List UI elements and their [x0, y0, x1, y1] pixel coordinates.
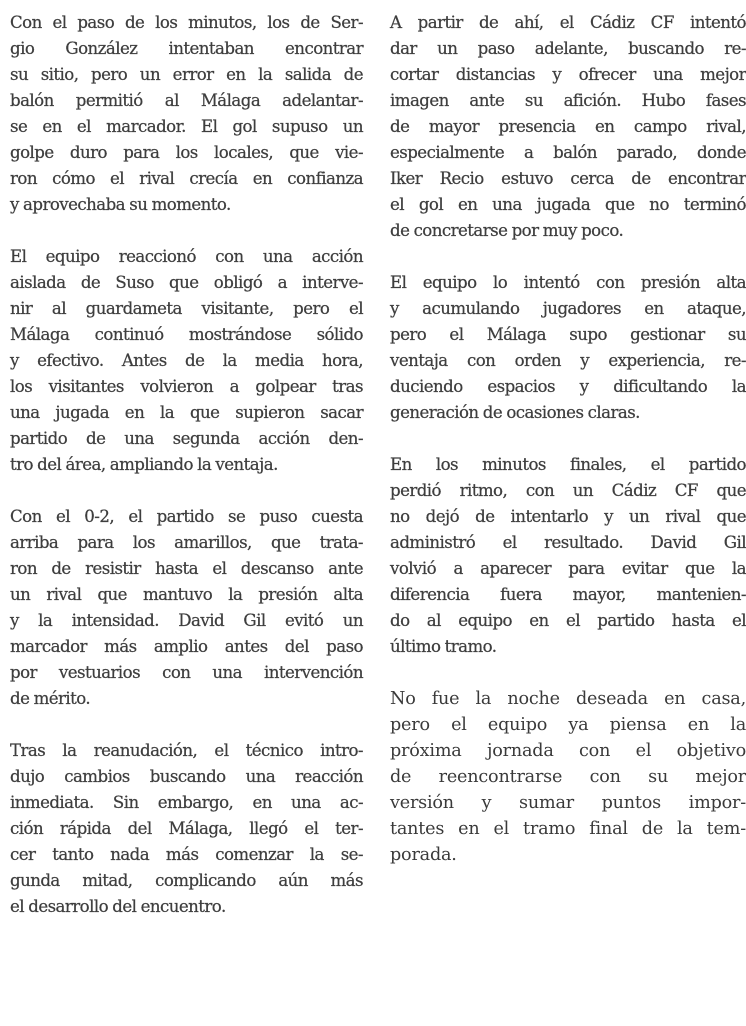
text-line: porada. [390, 845, 457, 865]
text-line: En los minutos finales, el partido [390, 455, 746, 474]
text-line: pero el equipo ya piensa en la [390, 715, 746, 735]
text-line: Málaga continuó mostrándose sólido [10, 325, 363, 344]
text-line: ron de resistir hasta el descanso ante [10, 559, 363, 578]
text-line: perdió ritmo, con un Cádiz CF que [390, 481, 746, 500]
text-line: y aprovechaba su momento. [10, 195, 231, 214]
text-line: de mayor presencia en campo rival, [390, 117, 746, 136]
text-line: y acumulando jugadores en ataque, [390, 299, 746, 318]
text-line: volvió a aparecer para evitar que la [390, 559, 746, 578]
text-line: administró el resultado. David Gil [390, 533, 746, 552]
text-line: dujo cambios buscando una reacción [10, 767, 363, 786]
text-line: el gol en una jugada que no terminó [390, 195, 746, 214]
text-line: balón permitió al Málaga adelantar- [10, 91, 363, 110]
text-line: dar un paso adelante, buscando re- [390, 39, 746, 58]
paragraph-goal-malaga [6, 10, 363, 218]
text-line: El equipo reaccionó con una acción [10, 247, 363, 266]
text-line: duciendo espacios y dificultando la [390, 377, 746, 396]
text-line: diferencia fuera mayor, mantenien- [390, 585, 746, 604]
text-line: no dejó de intentarlo y un rival que [390, 507, 746, 526]
text-line: tantes en el tramo final de la tem- [390, 819, 746, 839]
paragraph-high-press [386, 270, 746, 426]
text-line: cortar distancias y ofrecer una mejor [390, 65, 746, 84]
text-line: ción rápida del Málaga, llegó el ter- [10, 819, 363, 838]
text-line: golpe duro para los locales, que vie- [10, 143, 363, 162]
text-line: A partir de ahí, el Cádiz CF intentó [390, 13, 746, 32]
text-line: su sitio, pero un error en la salida de [10, 65, 363, 84]
text-line: cer tanto nada más comenzar la se- [10, 845, 363, 864]
article-column-right [386, 10, 746, 894]
text-line: último tramo. [390, 637, 497, 656]
text-line: se en el marcador. El gol supuso un [10, 117, 363, 136]
paragraph-second-goal [6, 244, 363, 478]
text-line: especialmente a balón parado, donde [390, 143, 746, 162]
text-line: una jugada en la que supieron sacar [10, 403, 363, 422]
text-line: un rival que mantuvo la presión alta [10, 585, 363, 604]
text-line: aislada de Suso que obligó a interve- [10, 273, 363, 292]
article-column-left [6, 10, 363, 946]
paragraph-second-half [6, 738, 363, 920]
text-line: tro del área, ampliando la ventaja. [10, 455, 278, 474]
paragraph-closing [386, 686, 746, 868]
text-line: los visitantes volvieron a golpear tras [10, 377, 363, 396]
paragraph-cadiz-reaction [386, 10, 746, 244]
text-line: arriba para los amarillos, que trata- [10, 533, 363, 552]
text-line: de mérito. [10, 689, 91, 708]
text-line: versión y sumar puntos impor- [390, 793, 746, 813]
text-line: Con el paso de los minutos, los de Ser- [10, 13, 363, 32]
text-line: Iker Recio estuvo cerca de encontrar [390, 169, 746, 188]
text-line: Con el 0-2, el partido se puso cuesta [10, 507, 363, 526]
text-line: partido de una segunda acción den- [10, 429, 363, 448]
paragraph-halftime [6, 504, 363, 712]
text-line: El equipo lo intentó con presión alta [390, 273, 746, 292]
text-line: y efectivo. Antes de la media hora, [10, 351, 363, 370]
text-line: de concretarse por muy poco. [390, 221, 624, 240]
text-line: inmediata. Sin embargo, en una ac- [10, 793, 363, 812]
text-line: nir al guardameta visitante, pero el [10, 299, 363, 318]
text-line: marcador más amplio antes del paso [10, 637, 363, 656]
text-line: gunda mitad, complicando aún más [10, 871, 363, 890]
text-line: imagen ante su afición. Hubo fases [390, 91, 746, 110]
text-line: de reencontrarse con su mejor [390, 767, 746, 787]
text-line: No fue la noche deseada en casa, [390, 689, 746, 709]
text-line: Tras la reanudación, el técnico intro- [10, 741, 363, 760]
text-line: ron cómo el rival crecía en confianza [10, 169, 363, 188]
paragraph-final-minutes [386, 452, 746, 660]
text-line: y la intensidad. David Gil evitó un [10, 611, 363, 630]
text-line: próxima jornada con el objetivo [390, 741, 746, 761]
text-line: por vestuarios con una intervención [10, 663, 363, 682]
text-line: el desarrollo del encuentro. [10, 897, 226, 916]
text-line: ventaja con orden y experiencia, re- [390, 351, 746, 370]
text-line: do al equipo en el partido hasta el [390, 611, 746, 630]
text-line: gio González intentaban encontrar [10, 39, 363, 58]
text-line: generación de ocasiones claras. [390, 403, 640, 422]
text-line: pero el Málaga supo gestionar su [390, 325, 746, 344]
